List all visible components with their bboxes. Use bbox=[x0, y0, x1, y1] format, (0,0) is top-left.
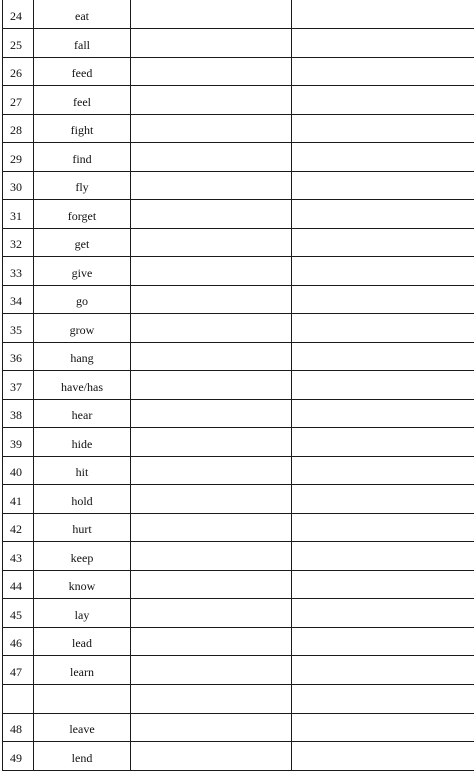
answer-cell-past[interactable] bbox=[131, 200, 292, 229]
answer-cell-participle[interactable] bbox=[292, 257, 474, 286]
verb-cell: hear bbox=[34, 399, 131, 428]
verbs-table-body bbox=[3, 0, 474, 770]
answer-cell-participle[interactable] bbox=[292, 200, 474, 229]
answer-cell-past[interactable] bbox=[131, 513, 292, 542]
row-number: 35 bbox=[3, 314, 34, 343]
table-row bbox=[3, 742, 474, 771]
row-number: 46 bbox=[3, 627, 34, 656]
row-number: 44 bbox=[3, 570, 34, 599]
answer-cell-past[interactable] bbox=[131, 485, 292, 514]
row-number: 26 bbox=[3, 57, 34, 86]
verb-cell: go bbox=[34, 285, 131, 314]
answer-cell-participle[interactable] bbox=[292, 570, 474, 599]
row-number: 28 bbox=[3, 114, 34, 143]
answer-cell-participle[interactable] bbox=[292, 171, 474, 200]
verb-cell: get bbox=[34, 228, 131, 257]
answer-cell-past[interactable] bbox=[131, 57, 292, 86]
answer-cell-past[interactable] bbox=[131, 0, 292, 29]
table-row bbox=[3, 399, 474, 428]
answer-cell-past[interactable] bbox=[131, 684, 292, 713]
answer-cell-past[interactable] bbox=[131, 314, 292, 343]
row-number: 25 bbox=[3, 29, 34, 58]
answer-cell-past[interactable] bbox=[131, 542, 292, 571]
table-row bbox=[3, 114, 474, 143]
answer-cell-participle[interactable] bbox=[292, 599, 474, 628]
table-row bbox=[3, 228, 474, 257]
answer-cell-participle[interactable] bbox=[292, 86, 474, 115]
answer-cell-participle[interactable] bbox=[292, 656, 474, 685]
row-number: 43 bbox=[3, 542, 34, 571]
row-number bbox=[3, 684, 34, 713]
answer-cell-participle[interactable] bbox=[292, 57, 474, 86]
answer-cell-past[interactable] bbox=[131, 742, 292, 771]
answer-cell-participle[interactable] bbox=[292, 485, 474, 514]
verb-cell: learn bbox=[34, 656, 131, 685]
row-number: 39 bbox=[3, 428, 34, 457]
answer-cell-participle[interactable] bbox=[292, 228, 474, 257]
answer-cell-participle[interactable] bbox=[292, 542, 474, 571]
answer-cell-past[interactable] bbox=[131, 428, 292, 457]
table-row bbox=[3, 542, 474, 571]
answer-cell-past[interactable] bbox=[131, 713, 292, 742]
row-number: 42 bbox=[3, 513, 34, 542]
table-row bbox=[3, 171, 474, 200]
answer-cell-participle[interactable] bbox=[292, 143, 474, 172]
verb-cell: grow bbox=[34, 314, 131, 343]
row-number: 45 bbox=[3, 599, 34, 628]
verb-cell: feel bbox=[34, 86, 131, 115]
row-number: 48 bbox=[3, 713, 34, 742]
empty-table-row bbox=[3, 684, 474, 713]
row-number: 36 bbox=[3, 342, 34, 371]
table-row bbox=[3, 371, 474, 400]
table-row bbox=[3, 0, 474, 29]
verb-cell bbox=[34, 684, 131, 713]
verb-cell: know bbox=[34, 570, 131, 599]
row-number: 33 bbox=[3, 257, 34, 286]
answer-cell-past[interactable] bbox=[131, 285, 292, 314]
answer-cell-past[interactable] bbox=[131, 114, 292, 143]
answer-cell-past[interactable] bbox=[131, 257, 292, 286]
answer-cell-past[interactable] bbox=[131, 456, 292, 485]
irregular-verbs-table bbox=[2, 0, 474, 771]
row-number: 31 bbox=[3, 200, 34, 229]
answer-cell-participle[interactable] bbox=[292, 713, 474, 742]
answer-cell-past[interactable] bbox=[131, 371, 292, 400]
verb-cell: have/has bbox=[34, 371, 131, 400]
answer-cell-past[interactable] bbox=[131, 171, 292, 200]
answer-cell-past[interactable] bbox=[131, 627, 292, 656]
answer-cell-participle[interactable] bbox=[292, 342, 474, 371]
row-number: 29 bbox=[3, 143, 34, 172]
answer-cell-participle[interactable] bbox=[292, 513, 474, 542]
table-row bbox=[3, 57, 474, 86]
verb-cell: fight bbox=[34, 114, 131, 143]
verb-cell: lay bbox=[34, 599, 131, 628]
verb-cell: hide bbox=[34, 428, 131, 457]
table-row bbox=[3, 599, 474, 628]
verb-cell: hang bbox=[34, 342, 131, 371]
verb-cell: hurt bbox=[34, 513, 131, 542]
verb-cell: lend bbox=[34, 742, 131, 771]
table-row bbox=[3, 627, 474, 656]
verb-cell: feed bbox=[34, 57, 131, 86]
table-row bbox=[3, 86, 474, 115]
answer-cell-past[interactable] bbox=[131, 399, 292, 428]
row-number: 41 bbox=[3, 485, 34, 514]
verb-cell: leave bbox=[34, 713, 131, 742]
verb-cell: eat bbox=[34, 0, 131, 29]
table-row bbox=[3, 570, 474, 599]
row-number: 38 bbox=[3, 399, 34, 428]
row-number: 30 bbox=[3, 171, 34, 200]
answer-cell-participle[interactable] bbox=[292, 285, 474, 314]
table-row bbox=[3, 456, 474, 485]
answer-cell-participle[interactable] bbox=[292, 314, 474, 343]
answer-cell-participle[interactable] bbox=[292, 428, 474, 457]
answer-cell-participle[interactable] bbox=[292, 456, 474, 485]
row-number: 32 bbox=[3, 228, 34, 257]
verb-cell: keep bbox=[34, 542, 131, 571]
answer-cell-past[interactable] bbox=[131, 143, 292, 172]
row-number: 37 bbox=[3, 371, 34, 400]
table-row bbox=[3, 342, 474, 371]
table-row bbox=[3, 656, 474, 685]
answer-cell-participle[interactable] bbox=[292, 742, 474, 771]
answer-cell-past[interactable] bbox=[131, 342, 292, 371]
verb-cell: hit bbox=[34, 456, 131, 485]
verb-cell: fall bbox=[34, 29, 131, 58]
row-number: 49 bbox=[3, 742, 34, 771]
verb-cell: forget bbox=[34, 200, 131, 229]
row-number: 47 bbox=[3, 656, 34, 685]
answer-cell-past[interactable] bbox=[131, 228, 292, 257]
table-row bbox=[3, 29, 474, 58]
answer-cell-participle[interactable] bbox=[292, 684, 474, 713]
table-row bbox=[3, 713, 474, 742]
table-row bbox=[3, 513, 474, 542]
table-row bbox=[3, 257, 474, 286]
answer-cell-past[interactable] bbox=[131, 570, 292, 599]
worksheet-page bbox=[2, 0, 474, 771]
answer-cell-past[interactable] bbox=[131, 656, 292, 685]
verb-cell: lead bbox=[34, 627, 131, 656]
verb-cell: hold bbox=[34, 485, 131, 514]
table-row bbox=[3, 485, 474, 514]
answer-cell-past[interactable] bbox=[131, 29, 292, 58]
row-number: 24 bbox=[3, 0, 34, 29]
row-number: 34 bbox=[3, 285, 34, 314]
answer-cell-participle[interactable] bbox=[292, 399, 474, 428]
answer-cell-past[interactable] bbox=[131, 86, 292, 115]
answer-cell-past[interactable] bbox=[131, 599, 292, 628]
answer-cell-participle[interactable] bbox=[292, 114, 474, 143]
answer-cell-participle[interactable] bbox=[292, 0, 474, 29]
table-row bbox=[3, 143, 474, 172]
row-number: 27 bbox=[3, 86, 34, 115]
table-row bbox=[3, 314, 474, 343]
answer-cell-participle[interactable] bbox=[292, 371, 474, 400]
table-row bbox=[3, 285, 474, 314]
answer-cell-participle[interactable] bbox=[292, 627, 474, 656]
verb-cell: fly bbox=[34, 171, 131, 200]
table-row bbox=[3, 200, 474, 229]
verb-cell: find bbox=[34, 143, 131, 172]
verb-cell: give bbox=[34, 257, 131, 286]
answer-cell-participle[interactable] bbox=[292, 29, 474, 58]
table-row bbox=[3, 428, 474, 457]
row-number: 40 bbox=[3, 456, 34, 485]
